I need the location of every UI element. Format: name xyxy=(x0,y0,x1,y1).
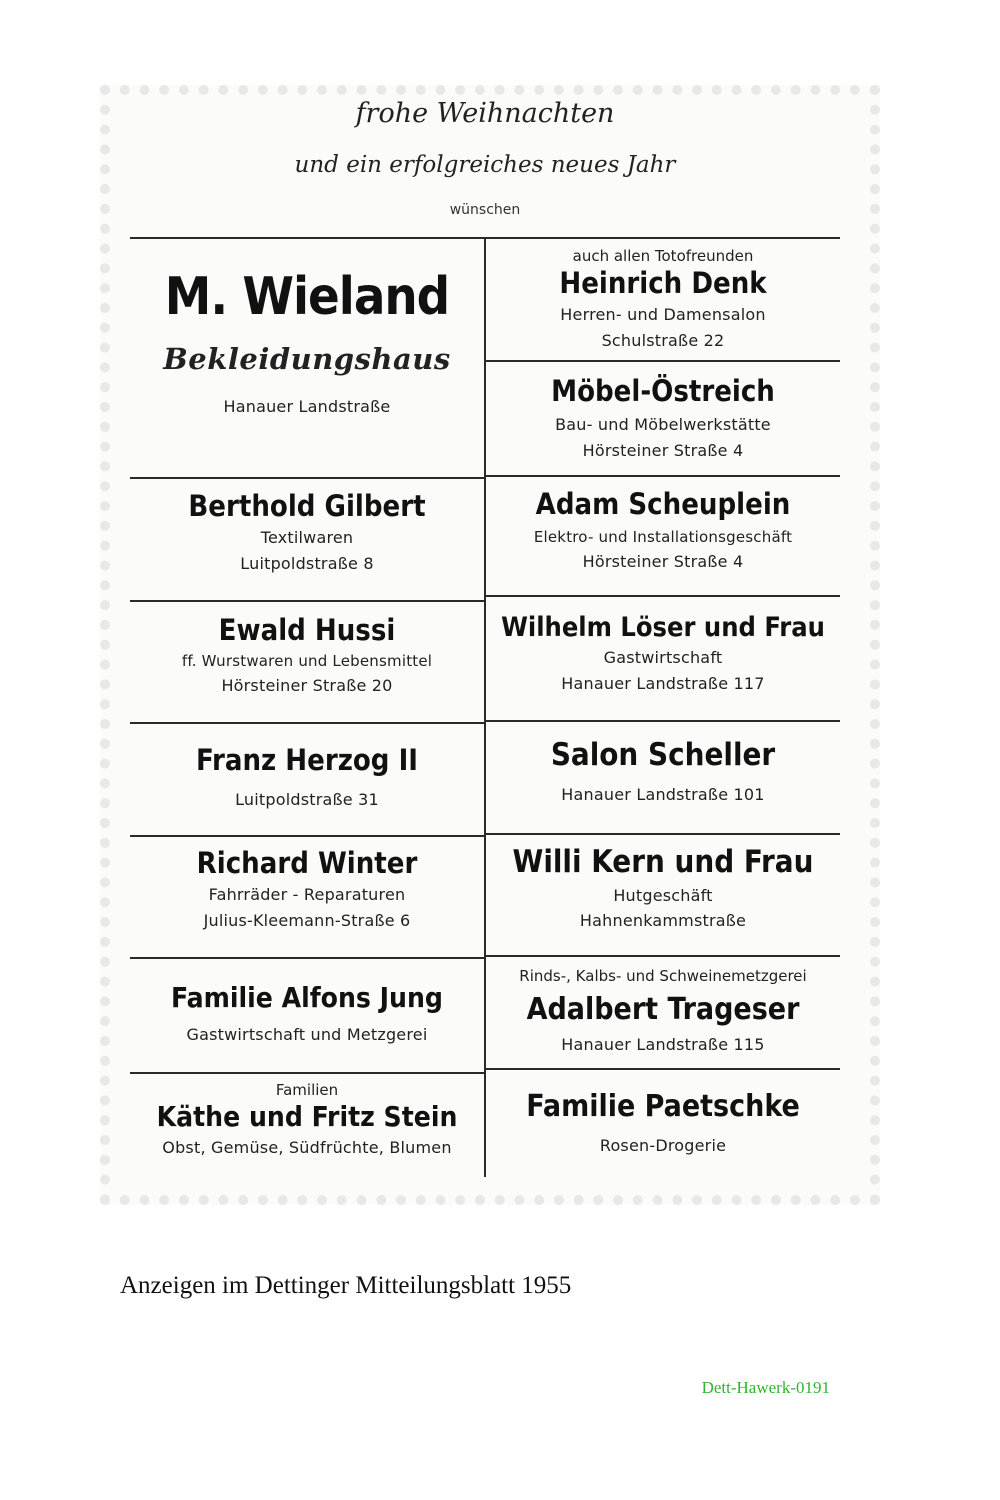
ad-scheller xyxy=(486,738,840,807)
ad-jung-name: Familie Alfons Jung xyxy=(171,981,443,1014)
ad-oestreich-name: Möbel-Östreich xyxy=(551,374,775,408)
ad-denk-pre: auch allen Totofreunden xyxy=(572,247,754,265)
rule-right-3 xyxy=(486,595,840,597)
ad-winter-line2: Julius-Kleemann-Straße 6 xyxy=(203,910,411,930)
ad-wieland xyxy=(130,268,484,419)
ad-hussi-name: Ewald Hussi xyxy=(218,613,396,647)
ad-hussi-line1: ff. Wurstwaren und Lebensmittel xyxy=(181,652,433,671)
ad-scheuplein-line1: Elektro- und Installationsgeschäft xyxy=(533,528,793,547)
ad-trageser-name: Adalbert Trageser xyxy=(526,992,800,1027)
ad-gilbert-name: Berthold Gilbert xyxy=(188,489,426,523)
rule-left-6 xyxy=(130,1072,484,1074)
rule-right-5 xyxy=(486,833,840,835)
ad-jung-line1: Gastwirtschaft und Metzgerei xyxy=(186,1025,428,1045)
ad-paetschke-line1: Rosen-Drogerie xyxy=(599,1135,727,1155)
archive-code: Dett-Hawerk-0191 xyxy=(701,1378,830,1397)
ad-wieland-type: Bekleidungshaus xyxy=(163,341,451,376)
ad-stein-name: Käthe und Fritz Stein xyxy=(156,1100,458,1133)
ad-scheller-name: Salon Scheller xyxy=(550,737,776,773)
rule-left-1 xyxy=(130,477,484,479)
ad-denk xyxy=(486,246,840,354)
greeting-line-1: frohe Weihnachten xyxy=(355,98,615,129)
greeting-line-2: und ein erfolgreiches neues Jahr xyxy=(294,152,676,178)
ad-wieland-address: Hanauer Landstraße xyxy=(223,396,391,416)
rule-right-6 xyxy=(486,955,840,957)
ad-winter-name: Richard Winter xyxy=(196,846,418,880)
ad-jung xyxy=(130,982,484,1048)
ad-stein-pre: Familien xyxy=(275,1081,339,1099)
ad-kern xyxy=(486,845,840,934)
ad-denk-name: Heinrich Denk xyxy=(559,266,767,300)
rule-right-2 xyxy=(486,475,840,477)
ad-scheuplein xyxy=(486,488,840,575)
ad-gilbert-line2: Luitpoldstraße 8 xyxy=(240,553,374,573)
ad-winter xyxy=(130,847,484,934)
ad-kern-line1: Hutgeschäft xyxy=(613,885,713,905)
ad-oestreich-line1: Bau- und Möbelwerkstätte xyxy=(555,415,771,435)
ad-trageser xyxy=(486,966,840,1057)
ad-stein xyxy=(130,1080,484,1161)
ad-hussi-line2: Hörsteiner Straße 20 xyxy=(221,676,393,696)
rule-left-4 xyxy=(130,835,484,837)
ad-wieland-name: M. Wieland xyxy=(164,267,450,327)
ad-trageser-line1: Hanauer Landstraße 115 xyxy=(561,1034,765,1054)
ad-kern-name: Willi Kern und Frau xyxy=(512,844,814,880)
ad-stein-line1: Obst, Gemüse, Südfrüchte, Blumen xyxy=(162,1138,452,1158)
ad-herzog-name: Franz Herzog II xyxy=(196,743,418,777)
greeting-line-3: wünschen xyxy=(449,202,521,218)
ad-loeser-line2: Hanauer Landstraße 117 xyxy=(561,673,765,693)
rule-right-7 xyxy=(486,1068,840,1070)
rule-right-4 xyxy=(486,720,840,722)
ad-kern-line2: Hahnenkammstraße xyxy=(579,911,747,931)
ad-denk-line2: Schulstraße 22 xyxy=(601,330,725,350)
ad-trageser-pre: Rinds-, Kalbs- und Schweinemetzgerei xyxy=(519,967,807,985)
rule-right-1 xyxy=(486,360,840,362)
ad-winter-line1: Fahrräder - Reparaturen xyxy=(208,885,406,905)
rule-left-5 xyxy=(130,957,484,959)
ad-scheuplein-line2: Hörsteiner Straße 4 xyxy=(582,552,744,572)
ad-herzog xyxy=(130,744,484,813)
ad-paetschke xyxy=(486,1090,840,1158)
ad-loeser-line1: Gastwirtschaft xyxy=(603,648,723,668)
ad-denk-line1: Herren- und Damensalon xyxy=(560,305,766,325)
rule-left-3 xyxy=(130,722,484,724)
rule-left-2 xyxy=(130,600,484,602)
ad-loeser xyxy=(486,612,840,696)
caption: Anzeigen im Dettinger Mitteilungsblatt 1955 xyxy=(120,1272,572,1299)
ad-herzog-line1: Luitpoldstraße 31 xyxy=(235,790,379,810)
ad-oestreich-line2: Hörsteiner Straße 4 xyxy=(582,440,744,460)
ad-gilbert-line1: Textilwaren xyxy=(260,528,354,548)
ad-scheller-line1: Hanauer Landstraße 101 xyxy=(561,784,765,804)
ad-loeser-name: Wilhelm Löser und Frau xyxy=(501,612,825,643)
ad-oestreich xyxy=(486,375,840,464)
ad-gilbert xyxy=(130,490,484,577)
ad-hussi xyxy=(130,614,484,699)
ad-paetschke-name: Familie Paetschke xyxy=(526,1089,800,1124)
ad-scheuplein-name: Adam Scheuplein xyxy=(535,487,791,521)
